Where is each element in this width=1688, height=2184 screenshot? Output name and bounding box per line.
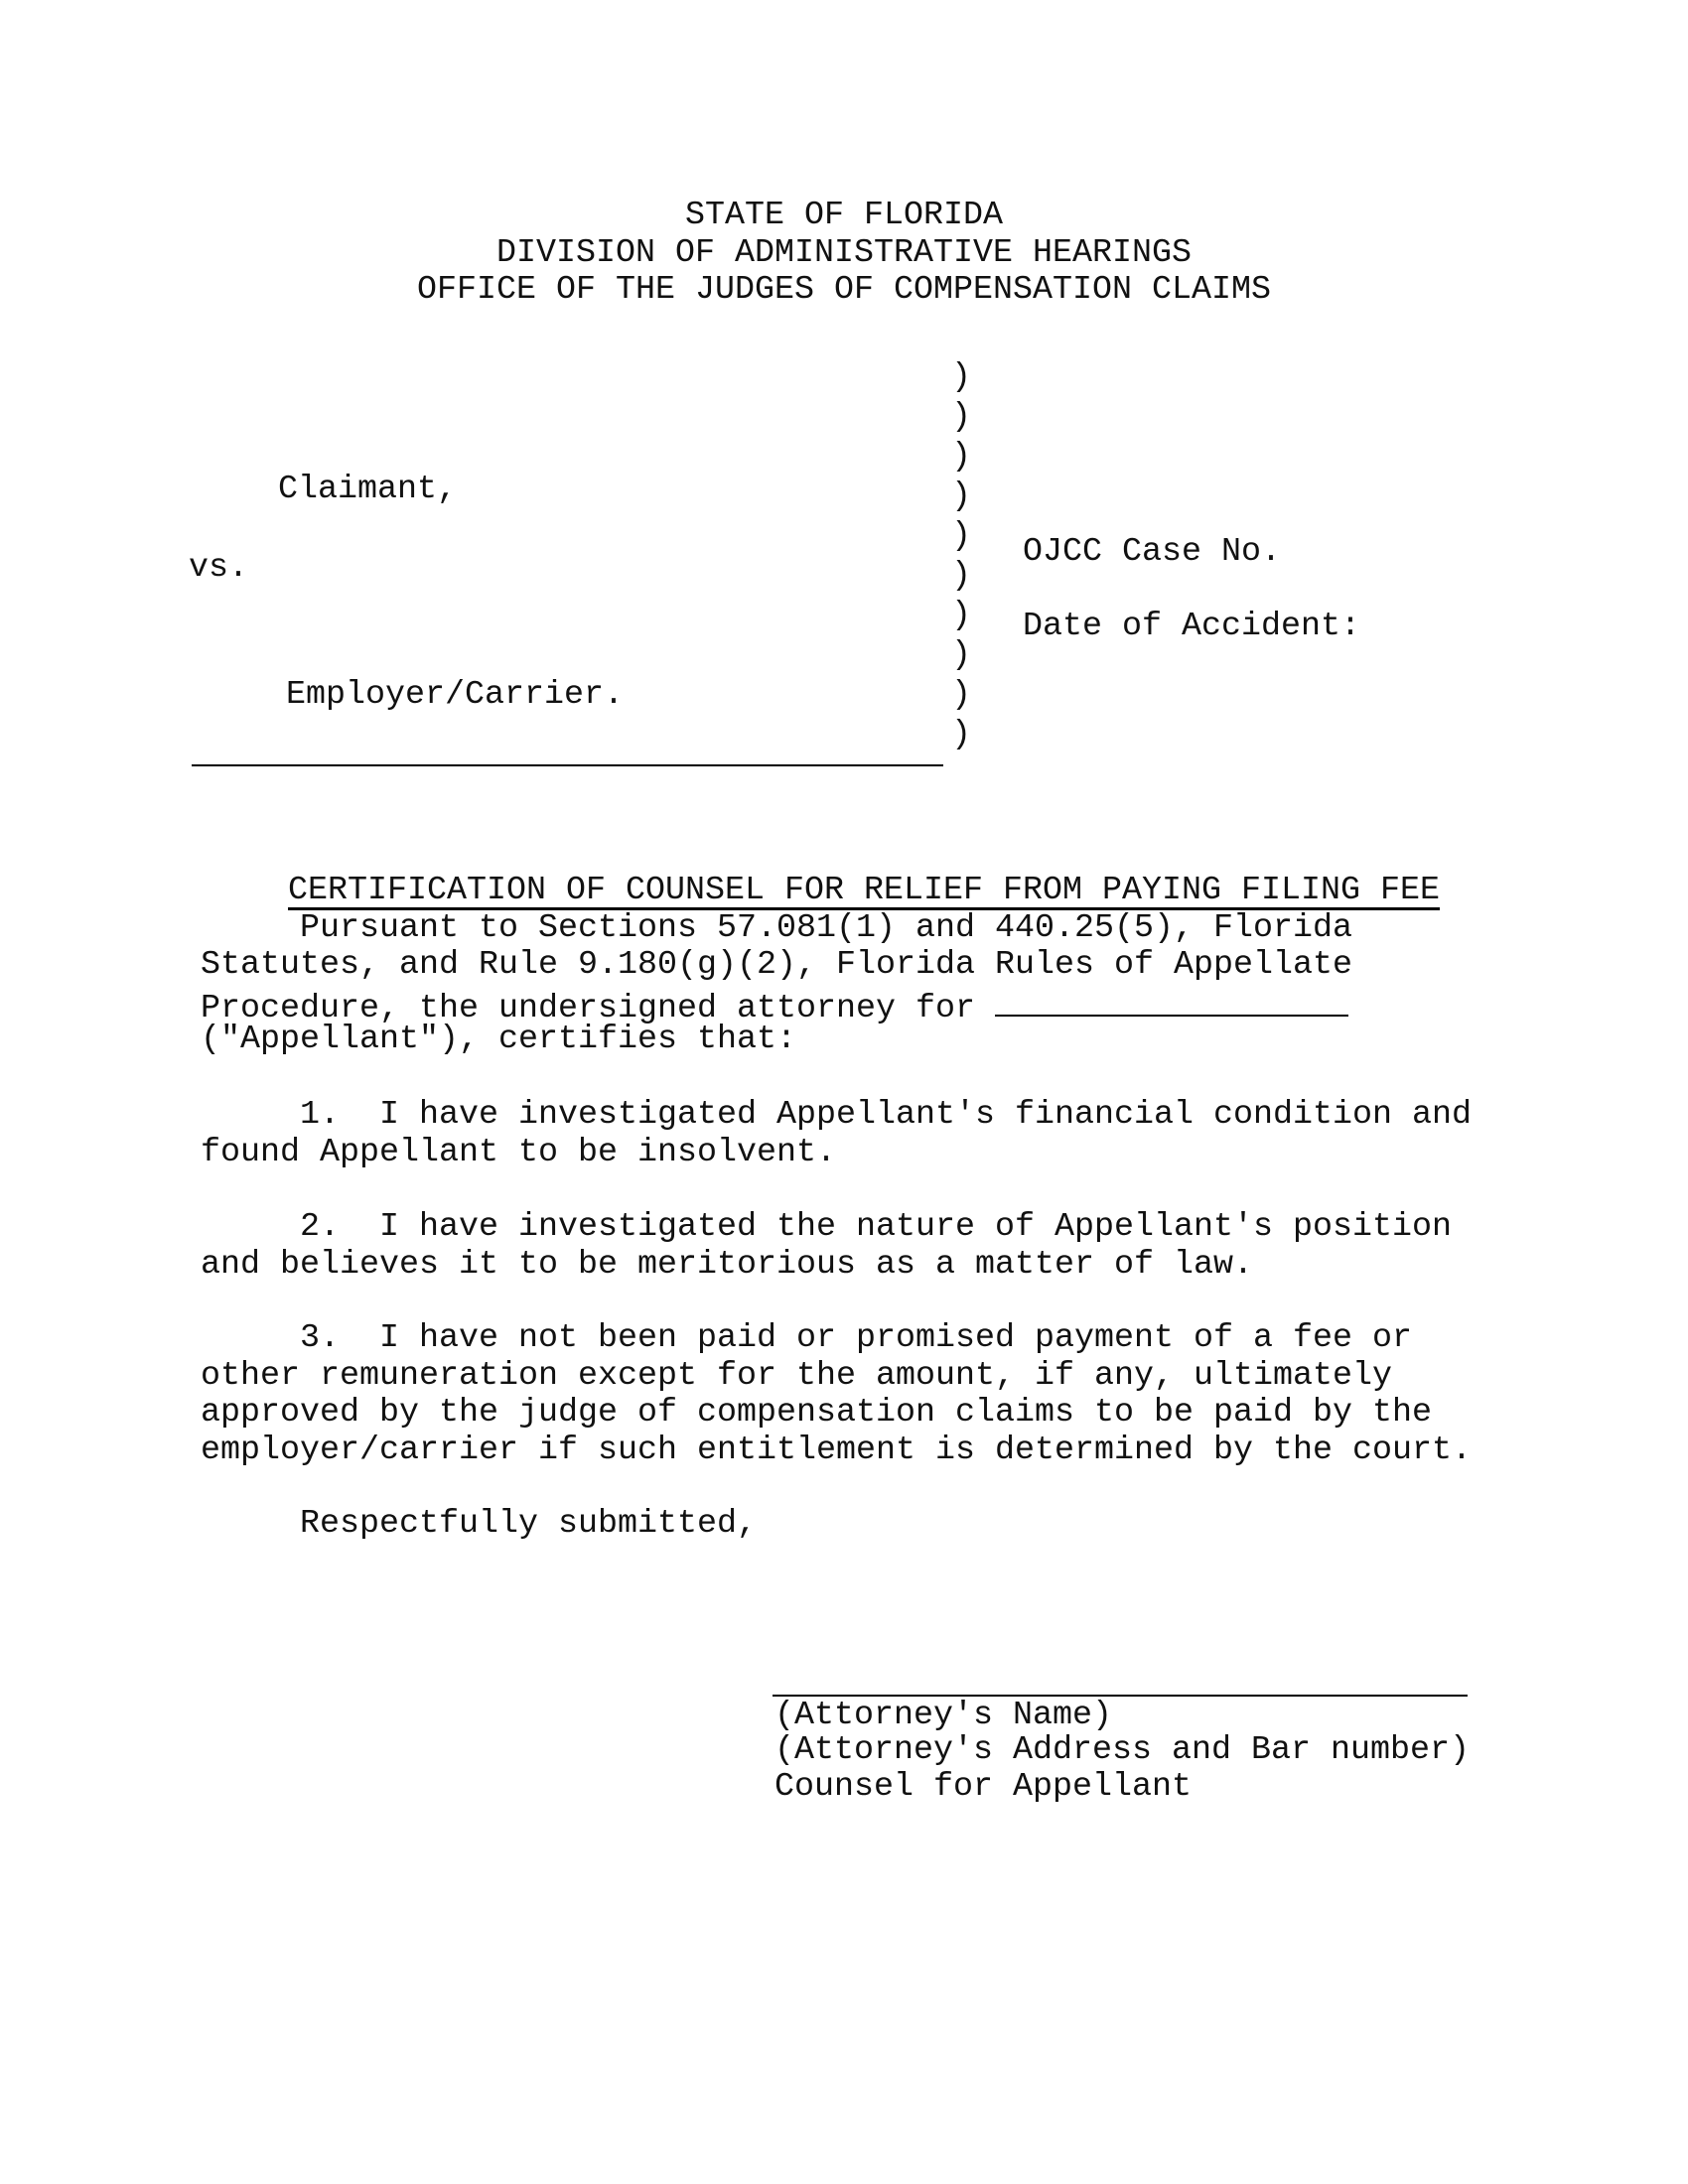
item-1-line: found Appellant to be insolvent. (201, 1134, 837, 1171)
claimant-label: Claimant, (278, 471, 458, 508)
date-of-accident-label: Date of Accident: (1023, 608, 1361, 645)
document-title (0, 835, 1688, 910)
versus-label: vs. (189, 549, 249, 587)
caption-paren: ) (951, 676, 972, 714)
header-office: OFFICE OF THE JUDGES OF COMPENSATION CLAIMS (416, 271, 1271, 309)
intro-line: Pursuant to Sections 57.081(1) and 440.25(5), Florida (201, 909, 1353, 947)
caption-paren: ) (951, 716, 972, 753)
item-3-line: approved by the judge of compensation claims to be paid by the (201, 1394, 1433, 1432)
header-division: DIVISION OF ADMINISTRATIVE HEARINGS (495, 234, 1192, 272)
caption-paren: ) (951, 398, 972, 436)
closing-text: Respectfully submitted, (201, 1505, 758, 1543)
caption-paren: ) (951, 438, 972, 476)
caption-paren: ) (951, 636, 972, 674)
caption-paren: ) (951, 478, 972, 515)
caption-paren: ) (951, 557, 972, 595)
intro-line: ("Appellant"), certifies that: (201, 1021, 797, 1058)
item-2-line: 2. I have investigated the nature of Appellant's position (201, 1208, 1453, 1246)
item-3-line: other remuneration except for the amount, if any, ultimately (201, 1357, 1393, 1395)
counsel-role-label: Counsel for Appellant (774, 1768, 1193, 1806)
item-3-line: employer/carrier if such entitlement is determined by the court. (201, 1432, 1473, 1469)
ojcc-case-no-label: OJCC Case No. (1023, 533, 1282, 571)
item-2-line: and believes it to be meritorious as a matter of law. (201, 1246, 1254, 1284)
attorney-address-placeholder: (Attorney's Address and Bar number) (774, 1731, 1471, 1769)
item-1-line: 1. I have investigated Appellant's financial condition and (201, 1096, 1473, 1134)
caption-divider-line (192, 764, 943, 766)
caption-paren: ) (951, 517, 972, 555)
caption-paren-column (951, 357, 981, 754)
employer-carrier-label: Employer/Carrier. (286, 676, 625, 714)
caption-paren: ) (951, 597, 972, 634)
document-title-text: CERTIFICATION OF COUNSEL FOR RELIEF FROM PAYING FILING FEE (288, 871, 1441, 909)
caption-paren: ) (951, 358, 972, 396)
item-3-line: 3. I have not been paid or promised payment of a fee or (201, 1319, 1413, 1357)
header-state: STATE OF FLORIDA (684, 197, 1003, 234)
appellant-name-blank[interactable] (995, 985, 1348, 1017)
intro-line-text: Procedure, the undersigned attorney for (201, 990, 996, 1027)
attorney-name-placeholder: (Attorney's Name) (774, 1697, 1113, 1734)
intro-line: Statutes, and Rule 9.180(g)(2), Florida Rules of Appellate (201, 946, 1353, 984)
